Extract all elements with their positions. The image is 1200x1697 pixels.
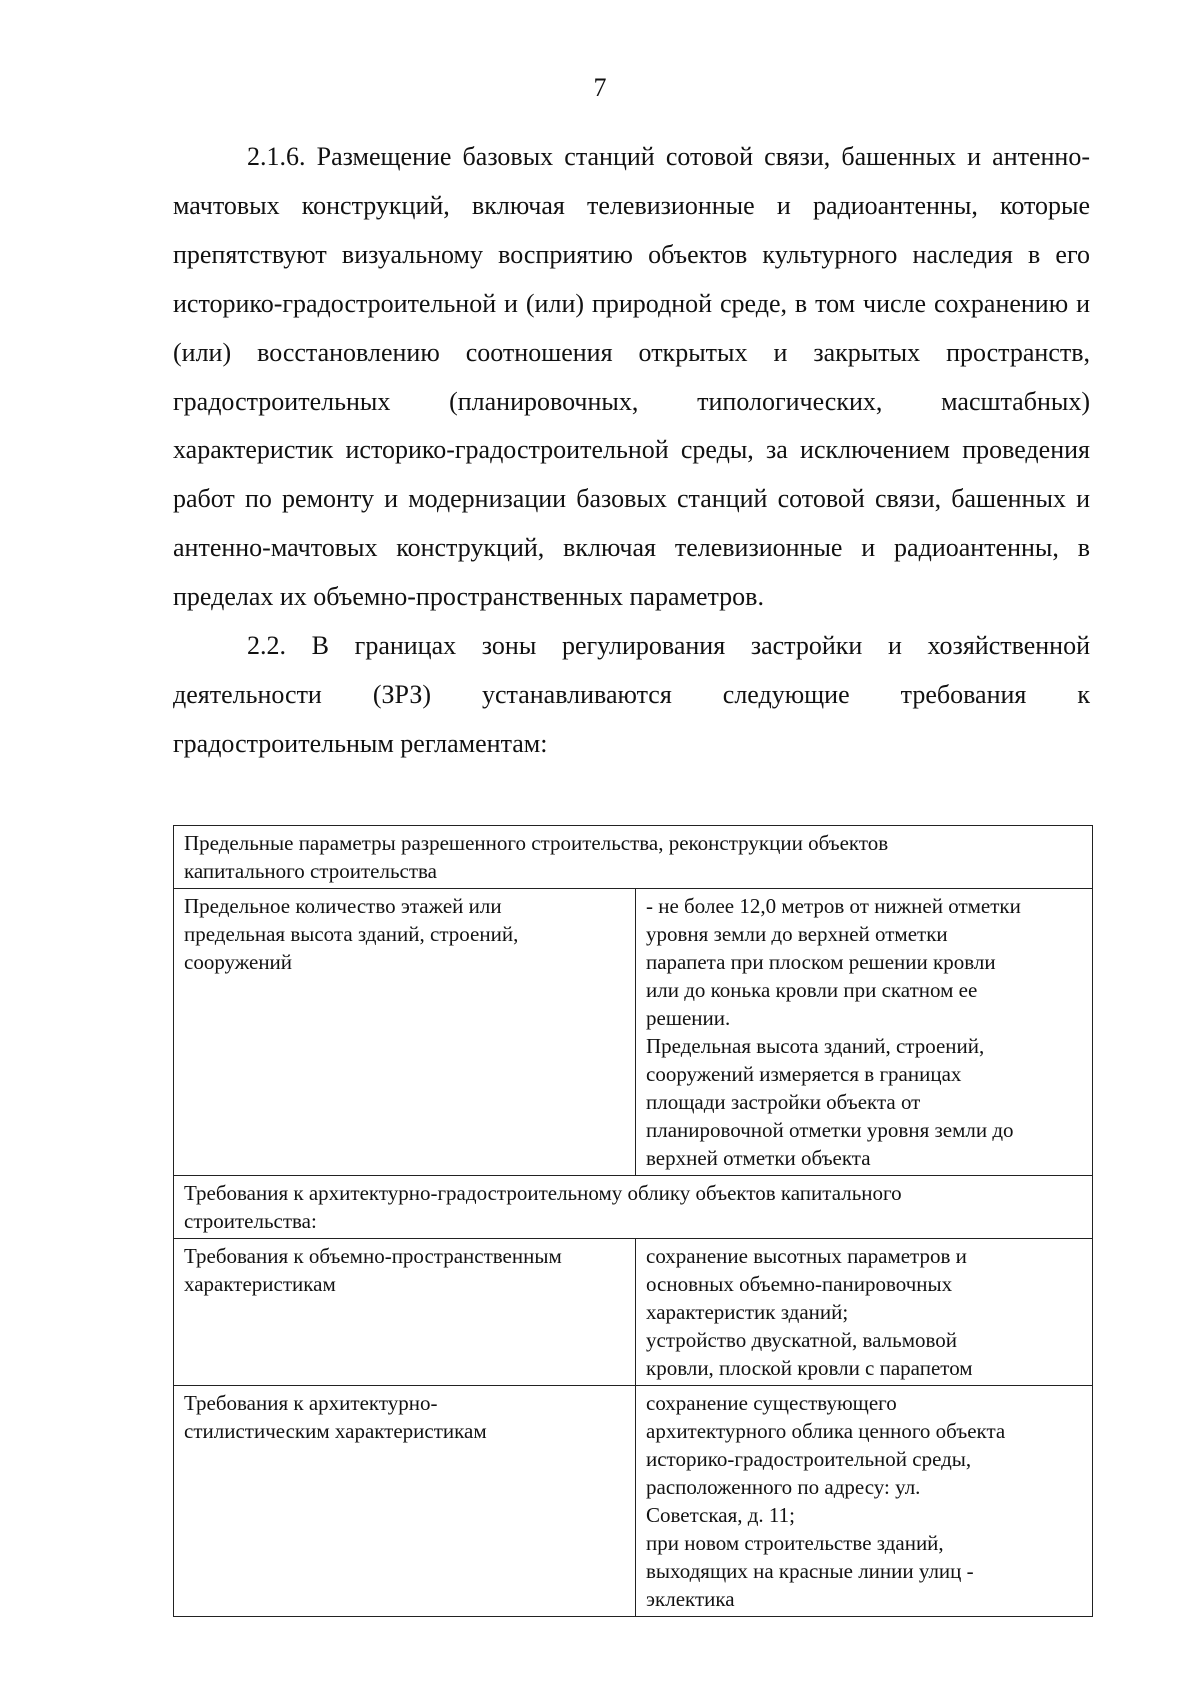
paragraph-2-2-continuation: градостроительным регламентам: (173, 728, 548, 758)
table-section-header-appearance: Требования к архитектурно-градостроительному облику объектов капитального строительства: (174, 1176, 1093, 1239)
table-cell-volume-label: Требования к объемно-пространственным характеристикам (174, 1239, 636, 1386)
page-number: 7 (593, 73, 607, 102)
table-section-header-row (174, 1176, 1093, 1239)
table-cell-height-value: - не более 12,0 метров от нижней отметки уровня земли до верхней отметки парапета при плоском решении кровли или до конька кровли при скатном ее решении. Предельная высота зданий, строений, сооружений измеряется в границах площади застройки объекта от планировочной отметки уровня земли до верхней отметки объекта (636, 889, 1093, 1176)
regulations-table (173, 825, 1093, 1617)
document-body (173, 133, 1090, 769)
table-section-header-row (174, 826, 1093, 889)
table-row (174, 1386, 1093, 1617)
table-cell-style-value: сохранение существующего архитектурного облика ценного объекта историко-градостроительной среды, расположенного по адресу: ул. Советская, д. 11; при новом строительстве зданий, выходящих на красные линии улиц - эклектика (636, 1386, 1093, 1617)
table-row (174, 1239, 1093, 1386)
paragraph-2-1-6: 2.1.6. Размещение базовых станций сотовой связи, башенных и антенно-мачтовых конструкций, включая телевизионные и радиоантенны, которые препятствуют визуальному восприятию объектов культурного наследия в его историко-градостроительной и (или) природной среде, в том числе сохранению и (или) восстановлению соотношения открытых и закрытых пространств, градостроительных (планировочных, типологических, масштабных) характеристик историко-градостроительной среды, за исключением проведения работ по ремонту и модернизации базовых станций сотовой связи, башенных и антенно-мачтовых конструкций, включая телевизионные и радиоантенны, в пределах их объемно-пространственных параметров. (173, 142, 1090, 612)
table-cell-height-label: Предельное количество этажей или предельная высота зданий, строений, сооружений (174, 889, 636, 1176)
table-cell-volume-value: сохранение высотных параметров и основных объемно-панировочных характеристик зданий; устройство двускатной, вальмовой кровли, плоской кровли с парапетом (636, 1239, 1093, 1386)
table-row (174, 889, 1093, 1176)
paragraph-2-2: 2.2. В границах зоны регулирования застройки и хозяйственной деятельности (ЗРЗ) устанавливаются следующие требования к (173, 631, 1090, 709)
table-section-header-parameters: Предельные параметры разрешенного строительства, реконструкции объектов капитального строительства (174, 826, 1093, 889)
table-cell-style-label: Требования к архитектурно- стилистическим характеристикам (174, 1386, 636, 1617)
